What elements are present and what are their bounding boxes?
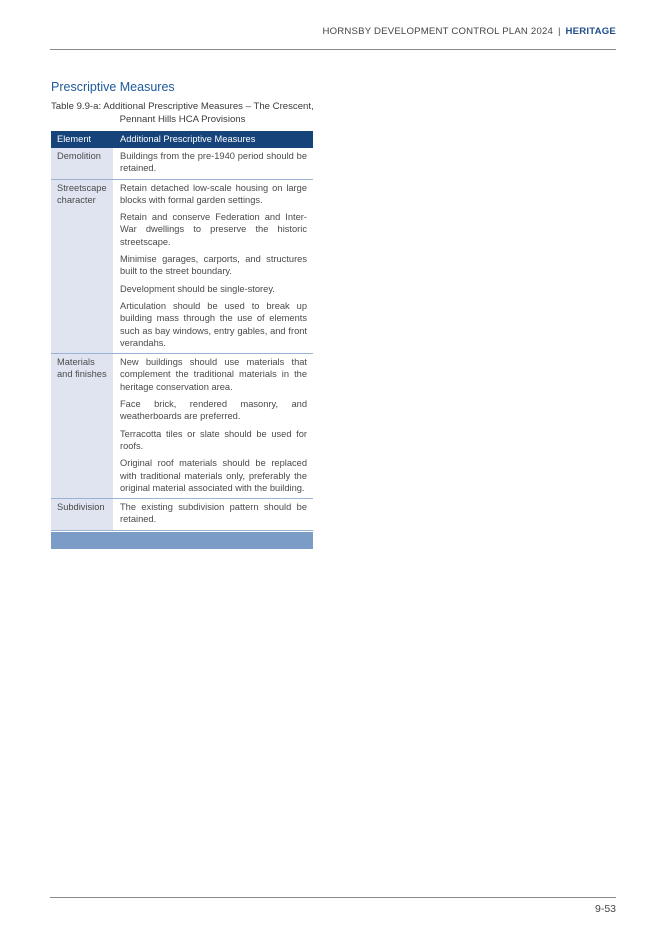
element-cell: Demolition (51, 148, 113, 179)
measure-text: Articulation should be used to break up building mass through the use of elements such as bay windows, entry gables, and front verandahs. (120, 300, 307, 348)
measure-text: The existing subdivision pattern should be retained. (120, 502, 307, 525)
header-rule (50, 49, 616, 50)
table-footer-bar (51, 532, 313, 549)
table-row (51, 499, 313, 531)
page-number: 9-53 (594, 903, 616, 915)
column-header-element: Element (57, 134, 92, 144)
measure-text: Terracotta tiles or slate should be used for roofs. (120, 428, 307, 451)
table-row (51, 148, 313, 180)
table-caption (51, 101, 314, 126)
measure-text: Buildings from the pre-1940 period should be retained. (120, 151, 307, 174)
section-name: HERITAGE (565, 26, 616, 37)
measure-text: Retain and conserve Federation and Inter-War dwellings to preserve the historic streetscape. (120, 212, 307, 247)
footer-rule (50, 897, 616, 898)
element-cell: Streetscape character (51, 180, 113, 354)
table-row (51, 180, 313, 355)
measure-text: Minimise garages, carports, and structures built to the street boundary. (120, 254, 307, 277)
document-title: HORNSBY DEVELOPMENT CONTROL PLAN 2024 (322, 26, 554, 37)
table-caption-line-1: Table 9.9-a: Additional Prescriptive Measures – The Crescent, (51, 101, 314, 112)
measure-text: Original roof materials should be replaced with traditional materials only, preferably the original material associated with the building. (120, 458, 307, 493)
measure-text: Retain detached low-scale housing on large blocks with formal garden settings. (120, 182, 307, 205)
table-caption-line-2: Pennant Hills HCA Provisions (119, 113, 246, 125)
measures-cell (113, 354, 313, 498)
element-cell: Subdivision (51, 499, 113, 530)
table-row (51, 354, 313, 499)
section-heading: Prescriptive Measures (51, 80, 175, 94)
header-separator: | (557, 26, 561, 37)
measure-text: New buildings should use materials that complement the traditional materials in the heritage conservation area. (120, 357, 307, 392)
column-header-measures: Additional Prescriptive Measures (120, 134, 256, 144)
prescriptive-measures-table (51, 131, 313, 549)
measure-text: Development should be single-storey. (120, 283, 275, 294)
running-header (322, 26, 616, 37)
table-header-row (51, 131, 313, 148)
measure-text: Face brick, rendered masonry, and weatherboards are preferred. (120, 399, 307, 422)
measures-cell (113, 180, 313, 354)
measures-cell (113, 148, 313, 179)
element-cell: Materials and finishes (51, 354, 113, 498)
measures-cell (113, 499, 313, 530)
